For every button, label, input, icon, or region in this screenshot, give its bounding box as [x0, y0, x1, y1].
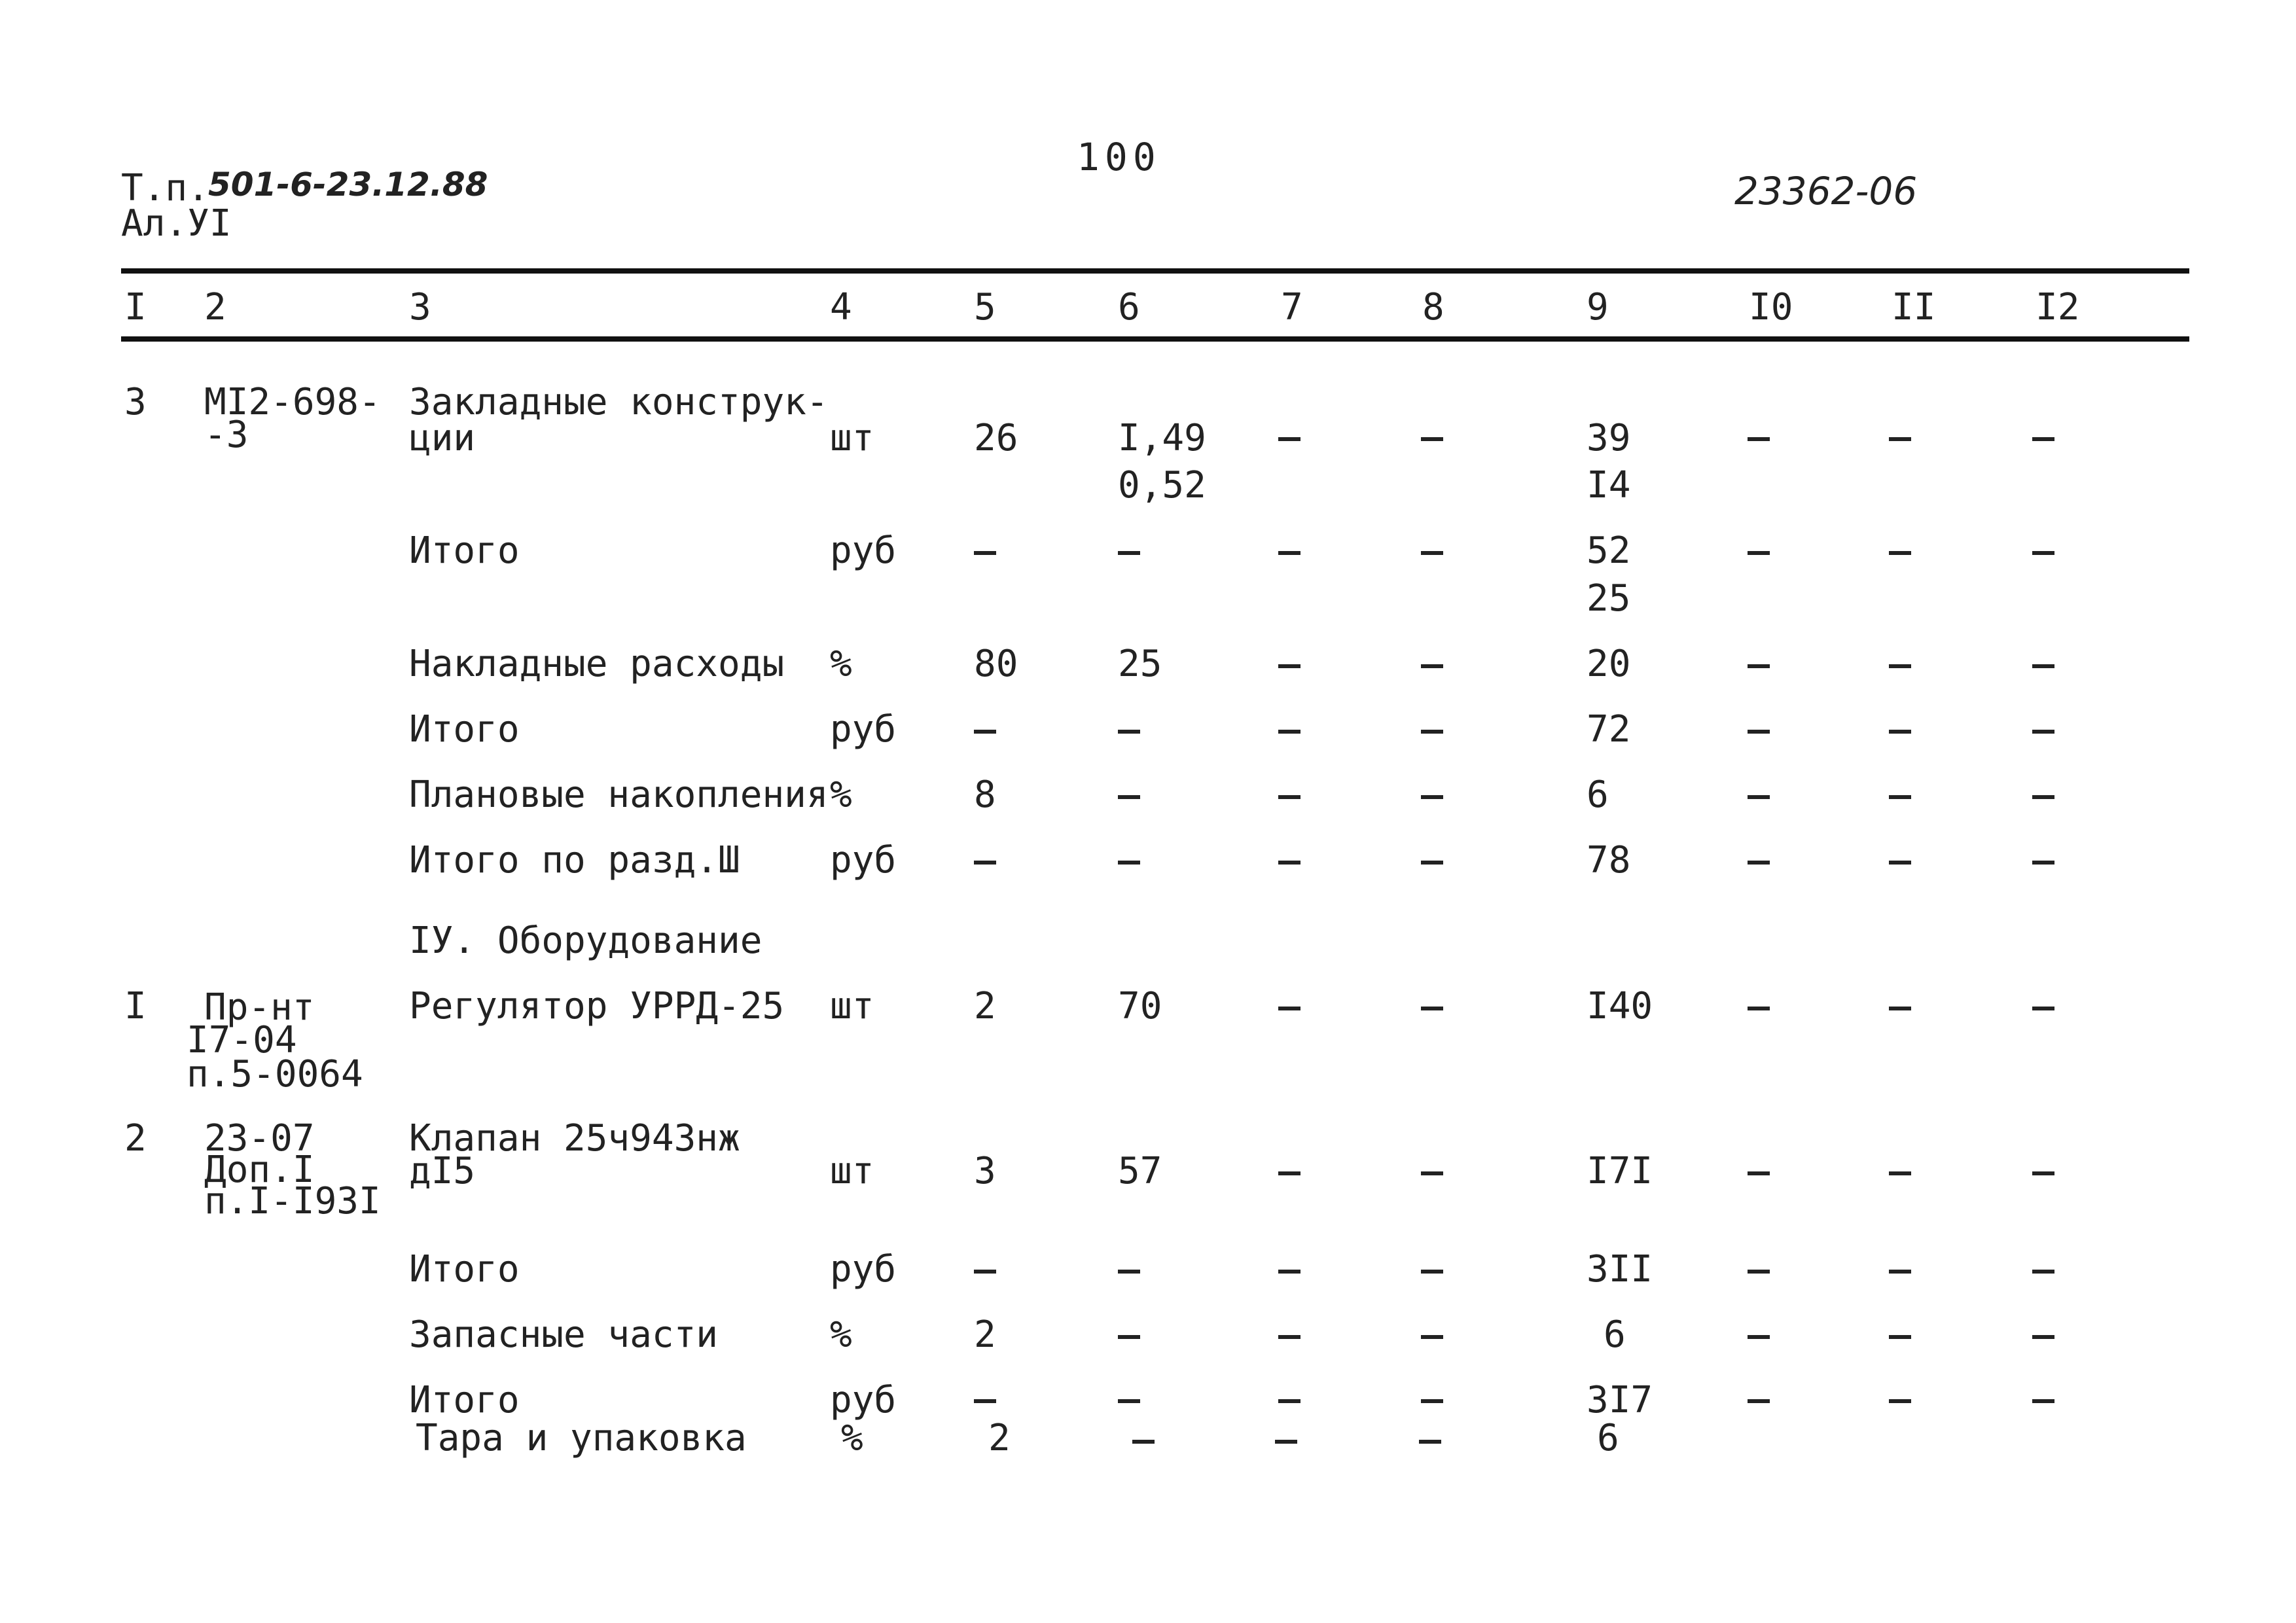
row4-col8-dash — [1421, 730, 1443, 734]
row9-col5-dash — [974, 1270, 996, 1274]
row7-name: Регулятор УРРД-25 — [409, 985, 785, 1027]
row9-col10-dash — [1748, 1270, 1770, 1274]
col-header-9: 9 — [1587, 286, 1609, 329]
row6-col8-dash — [1421, 861, 1443, 865]
row11-unit: руб — [830, 1379, 897, 1421]
row4-col7-dash — [1278, 730, 1300, 734]
row4-col12-dash — [2032, 730, 2054, 734]
row4-col5-dash — [974, 730, 996, 734]
row10-col5: 2 — [974, 1313, 996, 1356]
row10-col8-dash — [1421, 1335, 1443, 1339]
row1-col8-dash — [1421, 437, 1443, 441]
row5-col9: 6 — [1587, 774, 1609, 816]
row12-col6-dash — [1132, 1440, 1155, 1444]
row2-col8-dash — [1421, 551, 1443, 555]
row3-col5: 80 — [974, 643, 1018, 685]
row8-col9: I7I — [1587, 1150, 1653, 1192]
row8-num: 2 — [124, 1117, 147, 1160]
col-header-7: 7 — [1281, 286, 1303, 329]
row7-num: I — [124, 985, 147, 1027]
row9-unit: руб — [830, 1248, 897, 1291]
row1-col10-dash — [1748, 437, 1770, 441]
row8-code-line3: п.I-I93I — [204, 1180, 381, 1222]
row5-col12-dash — [2032, 795, 2054, 799]
row4-col9: 72 — [1587, 708, 1631, 751]
tp-number: 501-6-23.12.88 — [208, 166, 488, 204]
row1-name-line1: Закладные конструк- — [409, 381, 829, 423]
row2-col5-dash — [974, 551, 996, 555]
row3-col12-dash — [2032, 664, 2054, 668]
row7-col10-dash — [1748, 1007, 1770, 1010]
row8-unit: шт — [830, 1150, 874, 1192]
row11-col8-dash — [1421, 1399, 1443, 1403]
row11-col5-dash — [974, 1399, 996, 1403]
row9-name: Итого — [409, 1248, 520, 1291]
row8-col5: 3 — [974, 1150, 996, 1192]
row1-name-line2: ции — [409, 417, 476, 459]
row6-col11-dash — [1889, 861, 1911, 865]
row9-col7-dash — [1278, 1270, 1300, 1274]
row8-col10-dash — [1748, 1171, 1770, 1175]
row8-col7-dash — [1278, 1171, 1300, 1175]
row9-col8-dash — [1421, 1270, 1443, 1274]
row3-col11-dash — [1889, 664, 1911, 668]
row9-col9: 3II — [1587, 1248, 1653, 1291]
row1-code-line2: -3 — [204, 414, 249, 456]
col-header-2: 2 — [204, 286, 226, 329]
row5-col8-dash — [1421, 795, 1443, 799]
row2-col7-dash — [1278, 551, 1300, 555]
row7-unit: шт — [830, 985, 874, 1027]
col-header-5: 5 — [974, 286, 996, 329]
row1-col6-b: 0,52 — [1118, 464, 1206, 507]
col-header-8: 8 — [1422, 286, 1444, 329]
row7-col5: 2 — [974, 985, 996, 1027]
row5-col11-dash — [1889, 795, 1911, 799]
album-label: Ал.УI — [121, 202, 232, 245]
col-header-11: II — [1892, 286, 1936, 329]
row1-col12-dash — [2032, 437, 2054, 441]
row7-col7-dash — [1278, 1007, 1300, 1010]
row1-col7-dash — [1278, 437, 1300, 441]
tp-prefix: Т.п. — [121, 167, 209, 209]
row10-col10-dash — [1748, 1335, 1770, 1339]
row9-col12-dash — [2032, 1270, 2054, 1274]
row6-col10-dash — [1748, 861, 1770, 865]
row10-unit: % — [830, 1313, 852, 1356]
row6-col12-dash — [2032, 861, 2054, 865]
row7-col11-dash — [1889, 1007, 1911, 1010]
row7-col9: I40 — [1587, 985, 1653, 1027]
row4-col10-dash — [1748, 730, 1770, 734]
row6-name: Итого по разд.Ш — [409, 839, 740, 882]
row3-col10-dash — [1748, 664, 1770, 668]
row12-name: Тара и упаковка — [416, 1417, 747, 1459]
row3-col9: 20 — [1587, 643, 1631, 685]
row1-col5: 26 — [974, 417, 1018, 459]
row5-col5: 8 — [974, 774, 996, 816]
row4-col6-dash — [1118, 730, 1140, 734]
row6-col9: 78 — [1587, 839, 1631, 882]
row8-name-line2: дI5 — [409, 1150, 476, 1192]
row2-col11-dash — [1889, 551, 1911, 555]
row1-code-line1: МI2-698- — [204, 381, 381, 423]
row2-unit: руб — [830, 529, 897, 572]
row3-col7-dash — [1278, 664, 1300, 668]
col-header-6: 6 — [1118, 286, 1140, 329]
row7-code-line2: I7-04 — [187, 1019, 297, 1061]
row8-col11-dash — [1889, 1171, 1911, 1175]
row5-col10-dash — [1748, 795, 1770, 799]
row7-code-line1: Пр-нт — [204, 986, 315, 1029]
row10-col11-dash — [1889, 1335, 1911, 1339]
row9-col11-dash — [1889, 1270, 1911, 1274]
row8-col8-dash — [1421, 1171, 1443, 1175]
col-header-4: 4 — [830, 286, 852, 329]
row7-col12-dash — [2032, 1007, 2054, 1010]
row2-col9-b: 25 — [1587, 577, 1631, 620]
page-number: 100 — [1077, 135, 1161, 179]
row12-col9: 6 — [1597, 1417, 1619, 1459]
row3-unit: % — [830, 643, 852, 685]
row8-col6: 57 — [1118, 1150, 1162, 1192]
row2-name: Итого — [409, 529, 520, 572]
col-header-1: I — [124, 286, 147, 329]
row1-col6-a: I,49 — [1118, 417, 1206, 459]
row7-col6: 70 — [1118, 985, 1162, 1027]
row1-num: 3 — [124, 381, 147, 423]
row3-col6: 25 — [1118, 643, 1162, 685]
row11-col10-dash — [1748, 1399, 1770, 1403]
col-header-10: I0 — [1749, 286, 1793, 329]
row2-col10-dash — [1748, 551, 1770, 555]
row8-col12-dash — [2032, 1171, 2054, 1175]
row6-col5-dash — [974, 861, 996, 865]
header-bottom-rule — [121, 336, 2189, 342]
row9-col6-dash — [1118, 1270, 1140, 1274]
row11-col11-dash — [1889, 1399, 1911, 1403]
row8-code-line2: Доп.I — [204, 1149, 315, 1191]
header-top-rule — [121, 268, 2189, 274]
row1-col9-b: I4 — [1587, 464, 1631, 507]
section-heading-equipment: IУ. Оборудование — [409, 919, 762, 962]
row4-name: Итого — [409, 708, 520, 751]
row5-unit: % — [830, 774, 852, 816]
row3-col8-dash — [1421, 664, 1443, 668]
row1-col9-a: 39 — [1587, 417, 1631, 459]
row8-name-line1: Клапан 25ч943нж — [409, 1117, 740, 1160]
col-header-3: 3 — [409, 286, 431, 329]
row12-col7-dash — [1275, 1440, 1297, 1444]
row5-col7-dash — [1278, 795, 1300, 799]
row11-name: Итого — [409, 1379, 520, 1421]
row7-col8-dash — [1421, 1007, 1443, 1010]
row10-col7-dash — [1278, 1335, 1300, 1339]
row11-col7-dash — [1278, 1399, 1300, 1403]
row7-code-line3: п.5-0064 — [187, 1053, 363, 1096]
row10-col9: 6 — [1604, 1313, 1626, 1356]
row12-unit: % — [841, 1417, 863, 1459]
row10-name: Запасные части — [409, 1313, 719, 1356]
col-header-12: I2 — [2036, 286, 2080, 329]
row3-name: Накладные расходы — [409, 643, 785, 685]
row4-col11-dash — [1889, 730, 1911, 734]
row4-unit: руб — [830, 708, 897, 751]
row11-col9: 3I7 — [1587, 1379, 1653, 1421]
row10-col6-dash — [1118, 1335, 1140, 1339]
row5-name: Плановые накопления — [409, 774, 829, 816]
row12-col8-dash — [1419, 1440, 1441, 1444]
doc-number: 23362-06 — [1734, 169, 1918, 213]
row1-col11-dash — [1889, 437, 1911, 441]
row8-code-line1: 23-07 — [204, 1117, 315, 1160]
row6-col7-dash — [1278, 861, 1300, 865]
row1-unit: шт — [830, 417, 874, 459]
row11-col12-dash — [2032, 1399, 2054, 1403]
row2-col6-dash — [1118, 551, 1140, 555]
row6-unit: руб — [830, 839, 897, 882]
row6-col6-dash — [1118, 861, 1140, 865]
row5-col6-dash — [1118, 795, 1140, 799]
row11-col6-dash — [1118, 1399, 1140, 1403]
row2-col12-dash — [2032, 551, 2054, 555]
row10-col12-dash — [2032, 1335, 2054, 1339]
row12-col5: 2 — [988, 1417, 1011, 1459]
row2-col9-a: 52 — [1587, 529, 1631, 572]
